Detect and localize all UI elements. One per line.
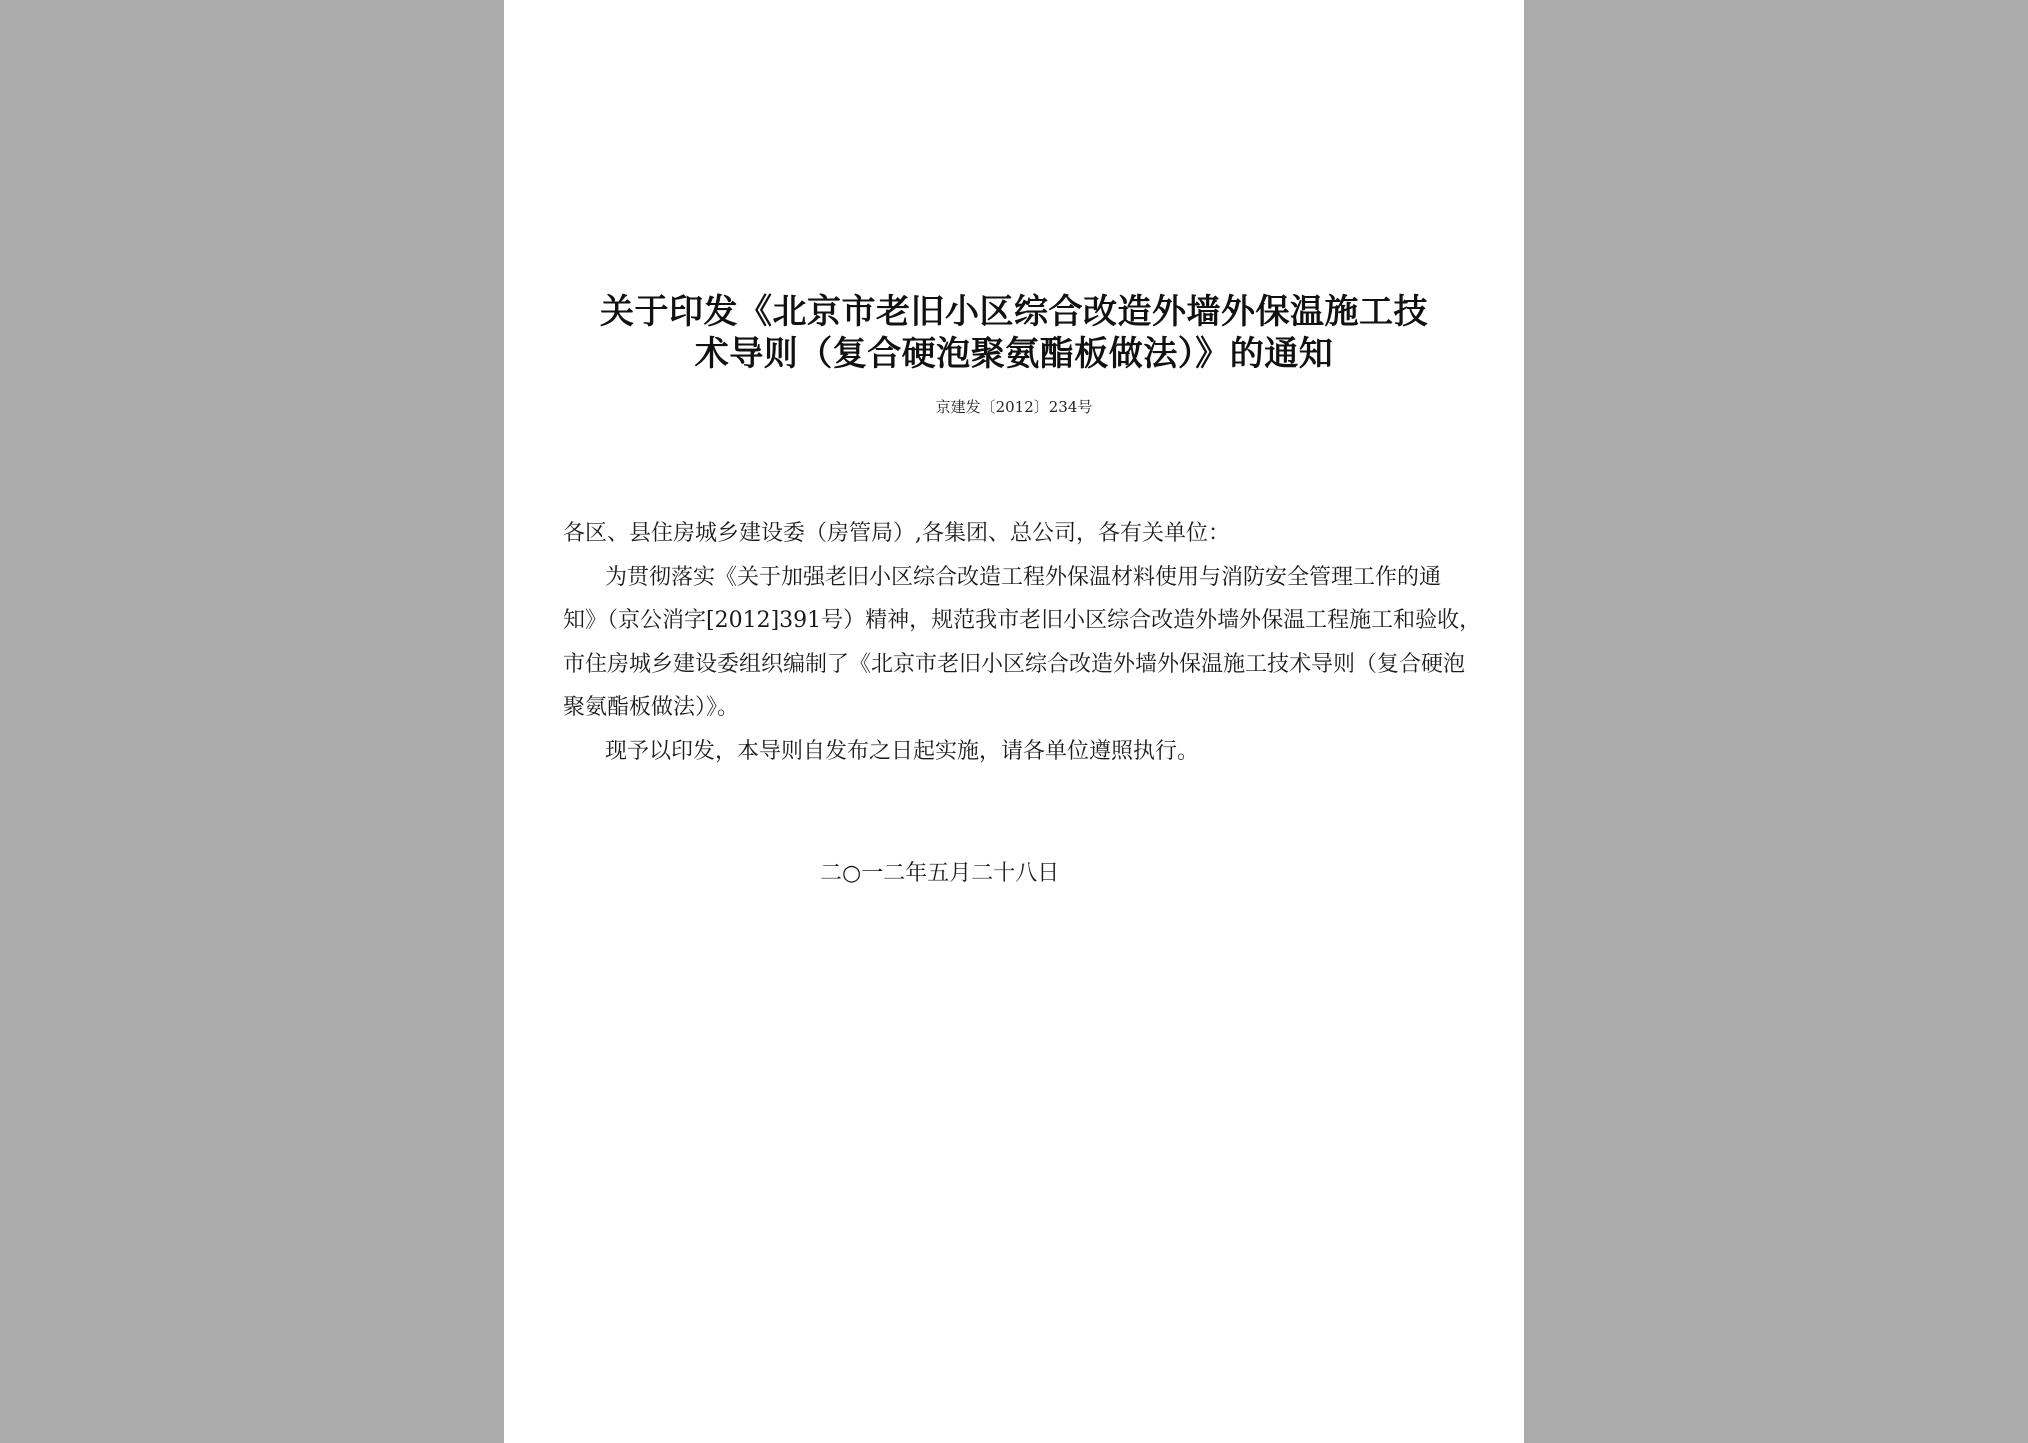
document-page: [504, 0, 1524, 1443]
addressee-line: 各区、县住房城乡建设委（房管局）,各集团、总公司，各有关单位：: [563, 521, 1230, 546]
body-paragraph-1-line-1: 为贯彻落实《关于加强老旧小区综合改造工程外保温材料使用与消防安全管理工作的通: [605, 565, 1442, 590]
document-number: 京建发〔2012〕234号: [935, 398, 1093, 416]
body-paragraph-1-line-2: 知》（京公消字[2012]391号）精神，规范我市老旧小区综合改造外墙外保温工程施工和验收，: [563, 608, 1482, 633]
document-title-line-1: 关于印发《北京市老旧小区综合改造外墙外保温施工技: [600, 292, 1428, 332]
body-paragraph-1-line-3: 市住房城乡建设委组织编制了《北京市老旧小区综合改造外墙外保温施工技术导则（复合硬泡: [563, 652, 1466, 677]
body-paragraph-1-line-4: 聚氨酯板做法）》。: [563, 695, 740, 720]
body-paragraph-2: 现予以印发，本导则自发布之日起实施，请各单位遵照执行。: [605, 739, 1200, 764]
document-title-line-2: 术导则（复合硬泡聚氨酯板做法）》的通知: [694, 334, 1334, 374]
document-date: 二○一二年五月二十八日: [820, 861, 1060, 886]
